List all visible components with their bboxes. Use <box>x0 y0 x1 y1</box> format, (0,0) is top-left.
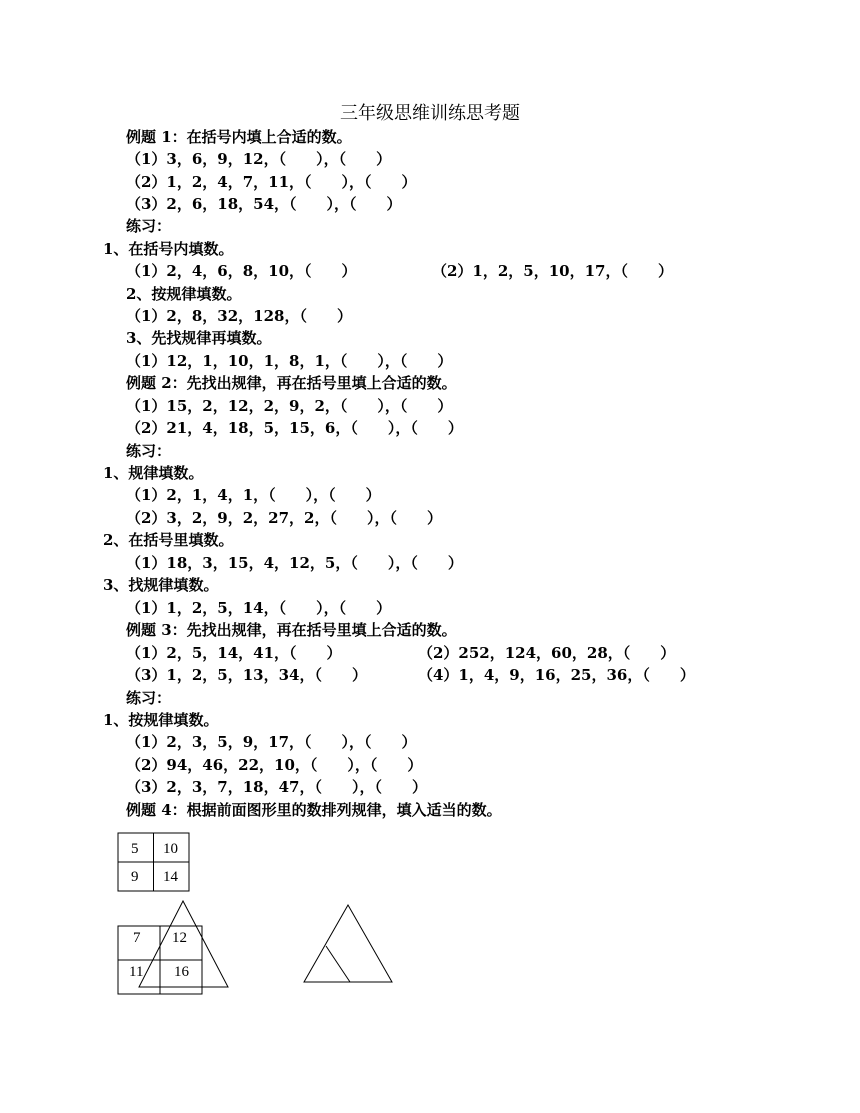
example-2-heading: 例题 2：先找出规律，再在括号里填上合适的数。 <box>126 374 457 392</box>
practice-heading-3: 练习： <box>126 689 172 707</box>
practice-1-item-1: （1）2，4，6，8，10，（ ） <box>126 262 357 280</box>
example-1-item-3: （3）2，6，18，54，（ ），（ ） <box>126 195 402 213</box>
example-3-item-4: （4）1，4，9，16，25，36，（ ） <box>418 666 695 684</box>
practice-b1-heading: 1、规律填数。 <box>103 464 204 482</box>
practice-c1-item-3: （3）2，3，7，18，47，（ ），（ ） <box>126 778 427 796</box>
practice-b3-item-1: （1）1，2，5，14，（ ），（ ） <box>126 599 392 617</box>
practice-b1-item-2: （2）3，2，9，2，27，2，（ ），（ ） <box>126 509 442 527</box>
page-title: 三年级思维训练思考题 <box>340 103 520 124</box>
practice-b3-heading: 3、找规律填数。 <box>103 576 219 594</box>
example-1-heading: 例题 1：在括号内填上合适的数。 <box>126 128 352 146</box>
number-grid-1 <box>118 833 189 891</box>
example-3-item-1: （1）2，5，14，41，（ ） <box>126 644 342 662</box>
practice-heading-2: 练习： <box>126 442 172 460</box>
grid-1-cell-bottom-right: 14 <box>163 869 178 885</box>
grid-2-cell-bottom-left: 11 <box>129 964 144 980</box>
example-3-heading: 例题 3：先找出规律，再在括号里填上合适的数。 <box>126 621 457 639</box>
number-grid-2 <box>118 926 202 994</box>
grid-2-cell-top-right: 12 <box>172 930 187 946</box>
practice-b2-item-1: （1）18，3，15，4，12，5，（ ），（ ） <box>126 554 463 572</box>
grid-1-cell-top-right: 10 <box>163 841 178 857</box>
grid-2-cell-bottom-right: 16 <box>174 964 189 980</box>
example-1-item-2: （2）1，2，4，7，11，（ ），（ ） <box>126 173 417 191</box>
practice-1-item-2: （2）1，2，5，10，17，（ ） <box>432 262 673 280</box>
practice-2-item-1: （1）2，8，32，128，（ ） <box>126 307 352 325</box>
practice-c1-item-2: （2）94，46，22，10，（ ），（ ） <box>126 756 423 774</box>
grid-1-cell-bottom-left: 9 <box>131 869 139 885</box>
grid-2-cell-top-left: 7 <box>133 930 141 946</box>
practice-3-heading: 3、先找规律再填数。 <box>126 329 272 347</box>
practice-2-heading: 2、按规律填数。 <box>126 285 242 303</box>
practice-c1-heading: 1、按规律填数。 <box>103 711 219 729</box>
triangle-figure <box>304 905 392 982</box>
practice-c1-item-1: （1）2，3，5，9，17，（ ），（ ） <box>126 733 417 751</box>
example-3-item-2: （2）252，124，60，28，（ ） <box>418 644 676 662</box>
example-2-item-2: （2）21，4，18，5，15，6，（ ），（ ） <box>126 419 463 437</box>
example-1-item-1: （1）3，6，9，12，（ ），（ ） <box>126 150 392 168</box>
practice-3-item-1: （1）12，1，10，1，8，1，（ ），（ ） <box>126 352 453 370</box>
practice-heading: 练习： <box>126 217 172 235</box>
practice-1-heading: 1、在括号内填数。 <box>103 240 234 258</box>
example-4-heading: 例题 4：根据前面图形里的数排列规律，填入适当的数。 <box>126 801 502 819</box>
practice-b1-item-1: （1）2，1，4，1，（ ），（ ） <box>126 486 381 504</box>
example-2-item-1: （1）15，2，12，2，9，2，（ ），（ ） <box>126 397 453 415</box>
grid-1-cell-top-left: 5 <box>131 841 139 857</box>
practice-b2-heading: 2、在括号里填数。 <box>103 531 234 549</box>
example-3-item-3: （3）1，2，5，13，34，（ ） <box>126 666 367 684</box>
